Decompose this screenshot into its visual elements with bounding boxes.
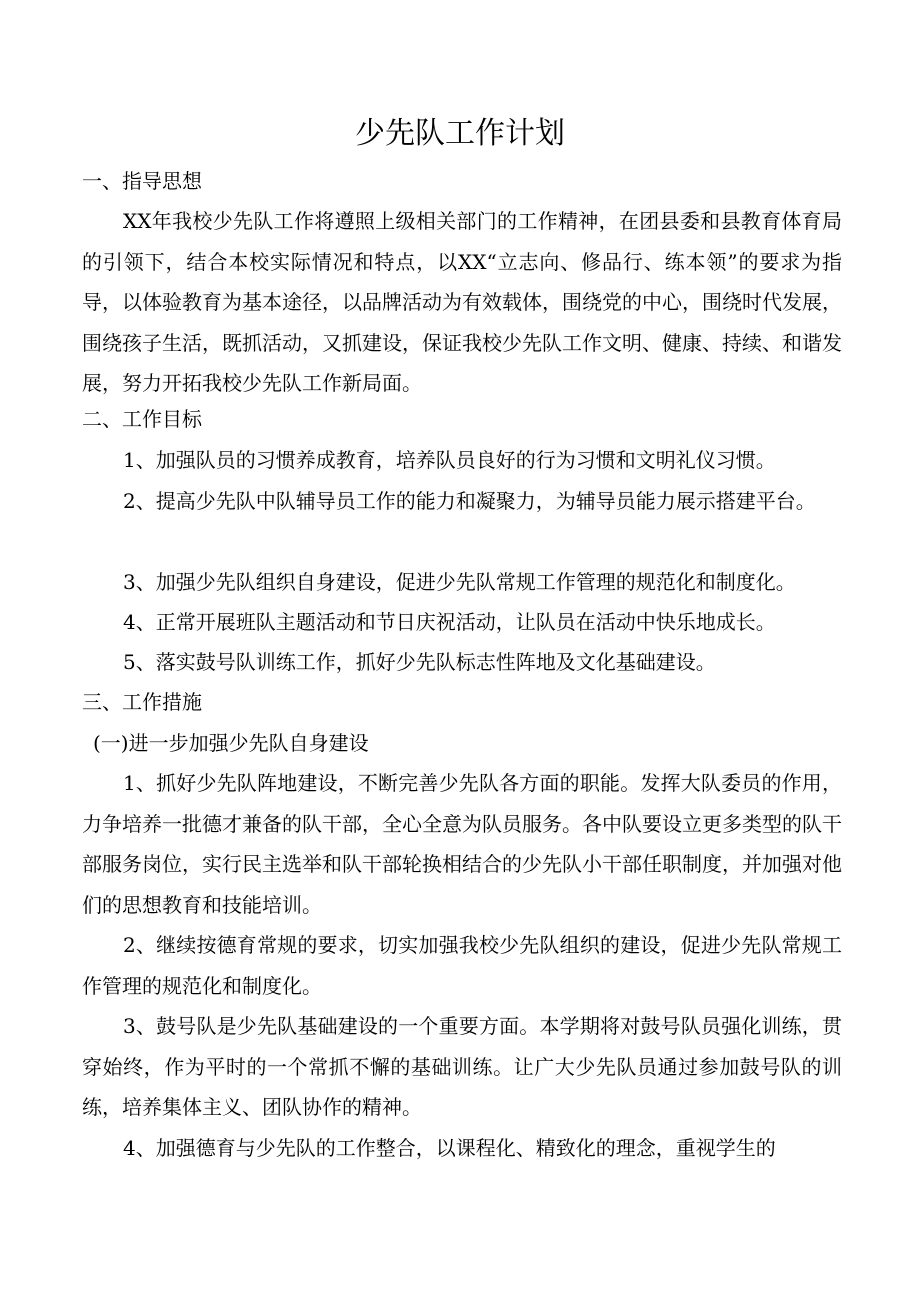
goal-item: 5、落实鼓号队训练工作，抓好少先队标志性阵地及文化基础建设。 — [123, 650, 716, 674]
goal-item: 4、正常开展班队主题活动和节日庆祝活动，让队员在活动中快乐地成长。 — [123, 610, 776, 634]
paragraph-guiding-thought: XX年我校少先队工作将遵照上级相关部门的工作精神，在团县委和县教育体育局的引领下，结合本校实际情况和特点，以XX“立志向、修品行、练本领”的要求为指导，以体验教育为基本途径，以品牌活动为有效载体，围绕党的中心，围绕时代发展，围绕孩子生活，既抓活动，又抓建设，保证我校少先队工作文明、健康、持续、和谐发展，努力开拓我校少先队工作新局面。 — [82, 209, 842, 395]
section-heading-measures: 三、工作措施 — [82, 690, 202, 714]
subsection-heading: (一)进一步加强少先队自身建设 — [93, 731, 369, 755]
measure-item: 4、加强德育与少先队的工作整合，以课程化、精致化的理念，重视学生的 — [123, 1136, 776, 1160]
measure-item: 3、鼓号队是少先队基础建设的一个重要方面。本学期将对鼓号队员强化训练，贯穿始终，作为平时的一个常抓不懈的基础训练。让广大少先队员通过参加鼓号队的训练，培养集体主义、团队协作的精神。 — [82, 1014, 842, 1119]
goal-item: 1、加强队员的习惯养成教育，培养队员良好的行为习惯和文明礼仪习惯。 — [123, 448, 776, 472]
goal-item: 2、提高少先队中队辅导员工作的能力和凝聚力，为辅导员能力展示搭建平台。 — [123, 489, 816, 513]
goal-item: 3、加强少先队组织自身建设，促进少先队常规工作管理的规范化和制度化。 — [123, 570, 796, 594]
page-title: 少先队工作计划 — [355, 116, 565, 151]
section-heading-guiding-thought: 一、指导思想 — [82, 169, 202, 193]
measure-item: 2、继续按德育常规的要求，切实加强我校少先队组织的建设，促进少先队常规工作管理的规范化和制度化。 — [82, 933, 842, 998]
measure-item: 1、抓好少先队阵地建设，不断完善少先队各方面的职能。发挥大队委员的作用，力争培养一批德才兼备的队干部，全心全意为队员服务。各中队要设立更多类型的队干部服务岗位，实行民主选举和队干部轮换相结合的少先队小干部任职制度，并加强对他们的思想教育和技能培训。 — [82, 771, 842, 917]
section-heading-goals: 二、工作目标 — [82, 407, 202, 431]
